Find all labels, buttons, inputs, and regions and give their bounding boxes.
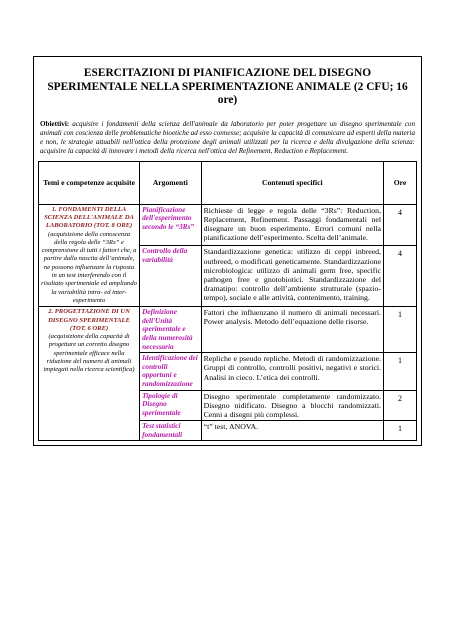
theme-name: 1. FONDAMENTI DELLA SCIENZA DELL'ANIMALE DA LABORATORIO (TOT. 8 ORE) [44,205,134,230]
content-cell: Standardizzazione genetica: utilizzo di ceppi inbreed, outbreed, o modificati geneticamente. Standardizzazione microbiologica: utilizzo di animali germ free, specific pathogen free e gnotobiotici. Standardizzazione del dramatipo: controllo dell’ambiente strutturale (spazio-tempo), sociale e alle attività, contenimento, training. [201,246,383,307]
theme-description: (acquisizione della capacità di progettare un corretto disegno sperimentale efficace nella riduzione del numero di animali impiegati nella ricerca scientifica) [43,333,135,374]
document-title: ESERCITAZIONI DI PIANIFICAZIONE DEL DISEGNO SPERIMENTALE NELLA SPERIMENTAZIONE ANIMALE (2 CFU; 16 ore) [47,67,408,106]
content-cell: Repliche e pseudo repliche. Metodi di randomizzazione. Gruppi di controllo, controlli positivi, negativi e storici. Analisi in cieco. L’etica dei controlli. [201,353,383,390]
theme-cell-2 [39,307,140,441]
document-box [33,56,422,446]
objectives-text: acquisire i fondamenti della scienza dell'animale da laboratorio per poter progettare un disegno sperimentale con animali con coscienza delle problematiche bioetiche ad esso connesse; acquisire la capacità di comunicare ad esperti della materia e non, le strategie attuabili nell'ottica della protezione degli animali utilizzati per la ricerca e della divulgazione della scienza: acquisire la capacità di innovare i metodi della ricerca nell'ottica del Refinement, Reduction e Replacement. [40,119,415,156]
objectives-paragraph [40,120,415,157]
header-themes: Temi e competenze acquisite [39,161,140,204]
content-cell: Disegno sperimentale completamente randomizzato. Disegno nidificato. Disegno a blocchi randomizzati. Cenni a disegni più complessi. [201,390,383,421]
hours-cell: 4 [384,204,417,246]
objectives-label: Obiettivi: [40,119,70,128]
topic-cell: Test statistici fondamentali [140,421,202,441]
hours-cell: 1 [384,421,417,441]
program-table [38,161,417,442]
topic-cell: Identificazione dei controlli opportuni e randomizzazione [140,353,202,390]
hours-cell: 1 [384,307,417,353]
table-header-row [39,161,417,204]
header-topics: Argomenti [140,161,202,204]
theme-name: 2. PROGETTAZIONE DI UN DISEGNO SPERIMENTALE (TOT. 6 ORE) [48,308,130,332]
content-cell: Richieste di legge e regola delle “3Rs”: Reduction, Replacement, Refinement. Passaggi fondamentali nel disegnare un buon esperimento. Errori comuni nella pianificazione dell’esperimento. Scelta dell’animale. [201,204,383,246]
hours-cell: 1 [384,353,417,390]
theme-description: (acquisizione della conoscenza della regola delle “3Rs” e comprensione di tutti i fattori che, a partire dalla nascita dell’animale, ne possono influenzare la risposta in un test interferendo con il risultato sperimentale ed ampliando la variabilità intra- ed inter- esperimento [41,230,137,304]
content-cell: Fattori che influenzano il numero di animali necessari. Power analysis. Metodo dell’equazione delle risorse. [201,307,383,353]
hours-cell: 4 [384,246,417,307]
topic-cell: Pianificazione dell'esperimento secondo le “3Rs” [140,204,202,246]
topic-cell: Controllo della variabilità [140,246,202,307]
header-contents: Contenuti specifici [201,161,383,204]
header-hours: Ore [384,161,417,204]
document-page [33,56,422,446]
content-cell: “t” test, ANOVA. [201,421,383,441]
table-row [39,307,417,353]
theme-cell-1 [39,204,140,307]
topic-cell: Definizione dell'Unità sperimentale e della numerosità necessaria [140,307,202,353]
hours-cell: 2 [384,390,417,421]
topic-cell: Tipologie di Disegno sperimentale [140,390,202,421]
table-row [39,204,417,246]
